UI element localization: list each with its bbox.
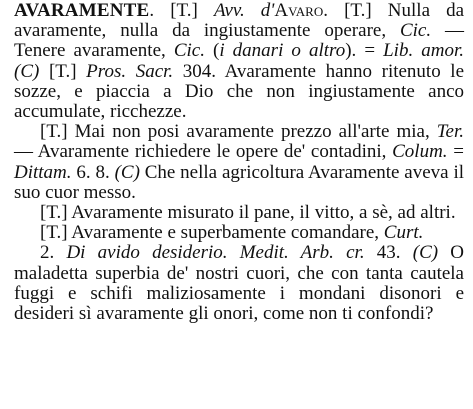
entry-paragraph-example	[14, 223, 464, 243]
text-run: =	[447, 141, 465, 163]
text-run: Mai non posi avaramente prezzo all'arte mia,	[67, 121, 437, 143]
text-run	[39, 61, 49, 82]
citation: Lib. amor.	[383, 40, 465, 62]
text-run: (	[204, 40, 220, 62]
citation: Cic.	[399, 20, 432, 42]
text-run: 6. 8.	[71, 161, 115, 183]
source-tag: (C)	[114, 161, 140, 183]
text-run: 43.	[364, 242, 413, 264]
citation: Colum.	[392, 141, 448, 163]
entry-paragraph-definition	[14, 1, 464, 122]
citation-note: i danari o altro	[219, 40, 346, 62]
citation: Medit. Arb. cr.	[239, 242, 365, 264]
entry-paragraph-sense-2	[14, 243, 464, 324]
source-tag: (C)	[412, 242, 439, 264]
source-tag: [T.]	[40, 121, 68, 143]
text-run: Avaramente misurato il pane, il vitto, a sè, ad altri.	[67, 202, 456, 224]
text-run: — Tenere avaramente,	[14, 20, 464, 62]
text-run	[77, 61, 87, 82]
citation: Cic.	[173, 40, 205, 62]
text-run: O maladetta superbia de' nostri cuori, che con tanta cautela fuggi e schifi maliziosamente i mondani disonori e desideri sì avaramente gli onori, come non ti confondi?	[14, 242, 464, 325]
sense-definition: Di avido desiderio.	[66, 242, 228, 264]
source-tag: [T.]	[40, 202, 68, 224]
entry-headword: AVARAMENTE	[14, 0, 150, 21]
source-tag: [T.]	[40, 222, 68, 244]
text-run: .	[149, 0, 171, 21]
text-run	[54, 242, 66, 263]
text-run: — Avaramente richiedere le opere de' contadini,	[14, 141, 393, 163]
cross-reference-word: Avaro	[274, 0, 324, 21]
citation: Dittam.	[14, 161, 72, 183]
text-run: Avaramente e superbamente comandare,	[67, 222, 384, 244]
citation: Curt.	[383, 222, 424, 244]
entry-paragraph-example	[14, 203, 464, 223]
text-run: 304. Avaramente hanno ritenuto le sozze, e piaccia a Dio che non ingiustamente anco accumulate, ricchezze.	[14, 60, 465, 123]
sense-number: 2.	[40, 242, 55, 264]
text-run: Nulla da avaramente, nulla da ingiustamente operare,	[14, 0, 465, 42]
source-tag: [T.]	[170, 0, 198, 21]
source-tag: [T.]	[344, 0, 372, 21]
text-run	[228, 242, 240, 263]
text-run: .	[323, 0, 345, 21]
text-run: ). =	[345, 40, 384, 62]
text-run: Che nella agricoltura Avaramente aveva il suo cuor messo.	[14, 161, 464, 203]
part-of-speech: Avv. d'	[213, 0, 275, 21]
citation: Ter.	[436, 121, 464, 143]
text-run	[198, 0, 214, 21]
source-tag: (C)	[14, 60, 40, 82]
entry-paragraph-example	[14, 122, 464, 203]
source-tag: [T.]	[48, 60, 77, 82]
citation: Pros. Sacr.	[86, 60, 174, 82]
